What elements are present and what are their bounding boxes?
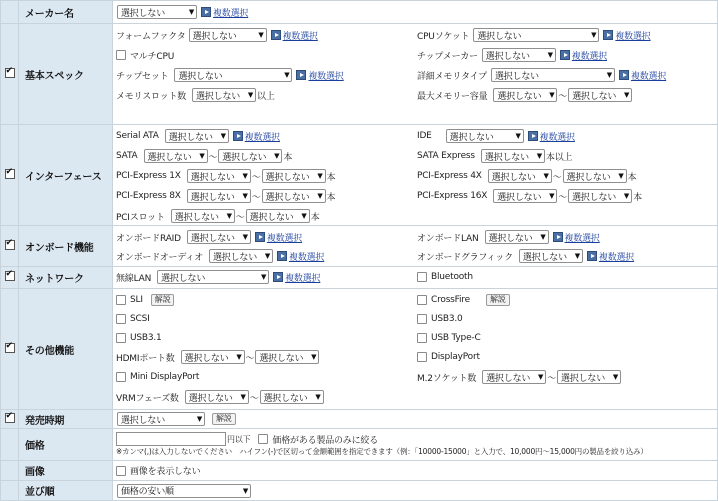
chevron-down-icon: ▼ bbox=[242, 486, 248, 495]
cpu-socket-multi-link[interactable]: 複数選択 bbox=[615, 31, 651, 42]
sli-label: SLI bbox=[130, 295, 143, 305]
release-group-checkbox[interactable] bbox=[5, 413, 15, 423]
sort-label: 並び順 bbox=[19, 481, 113, 501]
price-note: ※カンマ(,)は入力しないでください ハイフン(-)で区切って金額範囲を指定できます（例：「10000-15000」と入力で、10,000円〜15,000円の製品を絞り込み） bbox=[116, 447, 648, 456]
play-icon bbox=[255, 232, 265, 242]
chevron-down-icon: ▼ bbox=[188, 8, 194, 16]
ide-label: IDE bbox=[417, 131, 432, 141]
chevron-down-icon: ▼ bbox=[284, 71, 290, 79]
chevron-down-icon: ▼ bbox=[311, 353, 317, 361]
release-select[interactable]: 選択しない ▼ bbox=[117, 412, 205, 426]
mini-displayport-checkbox[interactable] bbox=[116, 372, 126, 382]
pcie-4x-max-select[interactable]: 選択しない ▼ bbox=[563, 169, 627, 183]
pcie-4x-label: PCI-Express 4X bbox=[417, 171, 482, 181]
vrm-phases-max-select[interactable]: 選択しない ▼ bbox=[260, 390, 324, 404]
raid-label: オンボードRAID bbox=[116, 233, 181, 244]
sata-express-suffix: 本以上 bbox=[545, 152, 573, 163]
image-label: 画像 bbox=[19, 461, 113, 481]
row-network-check-cell bbox=[1, 267, 19, 289]
row-price-check-cell bbox=[1, 429, 19, 461]
pcie-8x-label: PCI-Express 8X bbox=[116, 191, 181, 201]
play-icon bbox=[233, 131, 243, 141]
hide-images-label: 画像を表示しない bbox=[130, 467, 201, 477]
cpu-socket-select[interactable]: 選択しない ▼ bbox=[473, 28, 599, 42]
chip-maker-label: チップメーカー bbox=[417, 51, 478, 62]
play-icon bbox=[528, 131, 538, 141]
usb-type-c-label: USB Type-C bbox=[431, 333, 481, 343]
chevron-down-icon: ▼ bbox=[242, 172, 248, 180]
network-label: ネットワーク bbox=[19, 267, 113, 289]
chipset-label: チップセット bbox=[116, 71, 169, 82]
displayport-label: DisplayPort bbox=[431, 352, 480, 362]
cpu-socket-label: CPUソケット bbox=[417, 31, 470, 42]
pci-slot-unit: 本 bbox=[310, 212, 320, 223]
release-help-button[interactable]: 解説 bbox=[212, 413, 236, 425]
chevron-down-icon: ▼ bbox=[247, 91, 254, 99]
other-group-checkbox[interactable] bbox=[5, 343, 15, 353]
crossfire-help-button[interactable]: 解説 bbox=[486, 294, 510, 306]
chevron-down-icon: ▼ bbox=[236, 353, 242, 361]
m2-sockets-min-select[interactable]: 選択しない ▼ bbox=[482, 370, 546, 384]
chevron-down-icon: ▼ bbox=[301, 212, 307, 220]
tilde-text: 〜 bbox=[208, 152, 218, 163]
m2-sockets-max-select[interactable]: 選択しない ▼ bbox=[557, 370, 621, 384]
memory-slots-select[interactable]: 選択しない ▼ bbox=[192, 88, 256, 102]
form-factor-select[interactable]: 選択しない ▼ bbox=[189, 28, 267, 42]
chevron-down-icon: ▼ bbox=[591, 31, 597, 39]
row-maker bbox=[1, 1, 718, 24]
chevron-down-icon: ▼ bbox=[549, 192, 555, 200]
graphic-label: オンボードグラフィック bbox=[417, 252, 513, 263]
memory-type-multi-link[interactable]: 複数選択 bbox=[630, 71, 667, 82]
m2-sockets-label: M.2ソケット数 bbox=[417, 373, 477, 384]
play-icon bbox=[603, 30, 613, 40]
row-network bbox=[1, 267, 718, 289]
pcie-16x-max-select[interactable]: 選択しない ▼ bbox=[568, 189, 632, 203]
row-release-check-cell bbox=[1, 410, 19, 429]
pcie-1x-min-select[interactable]: 選択しない ▼ bbox=[187, 169, 251, 183]
basic-label: 基本スペック bbox=[19, 24, 113, 125]
usb30-label: USB3.0 bbox=[431, 314, 463, 324]
tilde-text: 〜 bbox=[251, 192, 261, 203]
row-other bbox=[1, 289, 718, 410]
chevron-down-icon: ▼ bbox=[547, 51, 553, 59]
release-label: 発売時期 bbox=[19, 410, 113, 429]
maker-select[interactable]: 選択しない ▼ bbox=[117, 5, 197, 19]
row-other-check-cell bbox=[1, 289, 19, 410]
pcie-16x-unit: 本 bbox=[633, 192, 642, 203]
release-value-cell bbox=[113, 410, 718, 429]
chevron-down-icon: ▼ bbox=[543, 172, 549, 180]
form-factor-multi-link[interactable]: 複数選択 bbox=[282, 31, 318, 42]
row-onboard bbox=[1, 226, 718, 267]
chevron-down-icon: ▼ bbox=[606, 71, 612, 79]
tilde-text: 〜 bbox=[558, 192, 568, 203]
crossfire-label: CrossFire bbox=[431, 295, 470, 305]
onboard-group-checkbox[interactable] bbox=[5, 240, 15, 250]
chevron-down-icon: ▼ bbox=[540, 233, 546, 241]
scsi-label: SCSI bbox=[130, 314, 150, 324]
tilde-text: 〜 bbox=[251, 172, 261, 183]
row-image-check-cell bbox=[1, 461, 19, 481]
row-basic bbox=[1, 24, 718, 125]
tilde-text: 〜 bbox=[558, 91, 568, 102]
play-icon bbox=[277, 251, 287, 261]
chevron-down-icon: ▼ bbox=[226, 212, 232, 220]
basic-group-checkbox[interactable] bbox=[5, 68, 15, 78]
interface-group-checkbox[interactable] bbox=[5, 169, 15, 179]
serial-ata-select[interactable]: 選択しない ▼ bbox=[165, 129, 229, 143]
row-onboard-check-cell bbox=[1, 226, 19, 267]
vrm-phases-label: VRMフェーズ数 bbox=[116, 393, 179, 404]
other-value-cell bbox=[113, 289, 718, 410]
max-memory-min-select[interactable]: 選択しない ▼ bbox=[493, 88, 557, 102]
chevron-down-icon: ▼ bbox=[515, 132, 521, 140]
play-icon bbox=[201, 7, 211, 17]
vrm-phases-min-select[interactable]: 選択しない ▼ bbox=[185, 390, 249, 404]
play-icon bbox=[619, 70, 629, 80]
graphic-multi-link[interactable]: 複数選択 bbox=[598, 252, 635, 263]
pcie-4x-unit: 本 bbox=[627, 172, 637, 183]
tilde-text: 〜 bbox=[552, 172, 562, 183]
chevron-down-icon: ▼ bbox=[264, 252, 271, 260]
memory-type-select[interactable]: 選択しない ▼ bbox=[491, 68, 615, 82]
ide-select[interactable]: 選択しない ▼ bbox=[446, 129, 524, 143]
tilde-text: 〜 bbox=[249, 393, 259, 404]
audio-multi-link[interactable]: 複数選択 bbox=[289, 252, 325, 263]
wireless-lan-label: 無線LAN bbox=[116, 273, 152, 284]
interface-value-cell bbox=[113, 125, 718, 226]
hdmi-ports-label: HDMIポート数 bbox=[116, 353, 175, 364]
multi-cpu-checkbox[interactable] bbox=[116, 50, 126, 60]
chip-maker-select[interactable]: 選択しない ▼ bbox=[482, 48, 556, 62]
raid-select[interactable]: 選択しない ▼ bbox=[187, 230, 251, 244]
crossfire-checkbox[interactable] bbox=[417, 295, 427, 305]
row-sort-check-cell bbox=[1, 481, 19, 501]
usb31-checkbox[interactable] bbox=[116, 333, 126, 343]
chevron-down-icon: ▼ bbox=[536, 152, 542, 160]
maker-multi-link[interactable]: 複数選択 bbox=[213, 8, 249, 19]
chevron-down-icon: ▼ bbox=[274, 152, 280, 160]
audio-label: オンボードオーディオ bbox=[116, 252, 204, 263]
pcie-16x-min-select[interactable]: 選択しない ▼ bbox=[493, 189, 557, 203]
wireless-lan-select[interactable]: 選択しない ▼ bbox=[157, 270, 269, 284]
row-sort bbox=[1, 481, 718, 501]
other-label: その他機能 bbox=[19, 289, 113, 410]
chevron-down-icon: ▼ bbox=[199, 152, 205, 160]
hdmi-ports-min-select[interactable]: 選択しない ▼ bbox=[181, 350, 245, 364]
row-basic-check-cell bbox=[1, 24, 19, 125]
price-unit: 円以下 bbox=[227, 434, 251, 444]
chevron-down-icon: ▼ bbox=[538, 373, 544, 381]
sata-express-label: SATA Express bbox=[417, 151, 475, 161]
price-only-label: 価格がある製品のみに絞る bbox=[272, 435, 379, 446]
tilde-text: 〜 bbox=[245, 353, 255, 364]
max-memory-max-select[interactable]: 選択しない ▼ bbox=[568, 88, 632, 102]
sata-max-select[interactable]: 選択しない ▼ bbox=[218, 149, 282, 163]
usb-type-c-checkbox[interactable] bbox=[417, 333, 427, 343]
scsi-checkbox[interactable] bbox=[116, 314, 126, 324]
sort-value-cell bbox=[113, 481, 718, 501]
maker-label: メーカー名 bbox=[19, 1, 113, 24]
memory-type-label: 詳細メモリタイプ bbox=[417, 71, 487, 82]
multi-cpu-label: マルチCPU bbox=[130, 51, 175, 62]
chevron-down-icon: ▼ bbox=[258, 31, 264, 39]
network-group-checkbox[interactable] bbox=[5, 271, 15, 281]
chevron-down-icon: ▼ bbox=[260, 273, 267, 281]
pcie-16x-label: PCI-Express 16X bbox=[417, 191, 488, 201]
lan-select[interactable]: 選択しない ▼ bbox=[485, 230, 549, 244]
form-factor-label: フォームファクタ bbox=[116, 31, 186, 42]
max-memory-label: 最大メモリー容量 bbox=[417, 91, 488, 102]
maker-value-cell bbox=[113, 1, 718, 24]
pci-slot-label: PCIスロット bbox=[116, 212, 165, 223]
displayport-checkbox[interactable] bbox=[417, 352, 427, 362]
pcie-1x-unit: 本 bbox=[326, 172, 336, 183]
price-label: 価格 bbox=[19, 429, 113, 461]
chevron-down-icon: ▼ bbox=[317, 172, 323, 180]
chipset-select[interactable]: 選択しない ▼ bbox=[174, 68, 292, 82]
play-icon bbox=[560, 50, 570, 60]
hdmi-ports-max-select[interactable]: 選択しない ▼ bbox=[255, 350, 319, 364]
sort-select[interactable]: 価格の安い順 ▼ bbox=[117, 484, 251, 498]
lan-multi-link[interactable]: 複数選択 bbox=[564, 233, 600, 244]
play-icon bbox=[273, 272, 283, 282]
lan-label: オンボードLAN bbox=[417, 233, 479, 244]
sata-express-select[interactable]: 選択しない ▼ bbox=[481, 149, 545, 163]
usb30-checkbox[interactable] bbox=[417, 314, 427, 324]
chevron-down-icon: ▼ bbox=[549, 91, 555, 99]
row-price bbox=[1, 429, 718, 461]
pcie-8x-unit: 本 bbox=[326, 192, 336, 203]
mini-displayport-label: Mini DisplayPort bbox=[130, 372, 200, 382]
sata-label: SATA bbox=[116, 151, 138, 161]
chevron-down-icon: ▼ bbox=[242, 233, 248, 241]
sli-help-button[interactable]: 解説 bbox=[151, 294, 175, 306]
chevron-down-icon: ▼ bbox=[624, 91, 630, 99]
chevron-down-icon: ▼ bbox=[317, 192, 323, 200]
pcie-1x-max-select[interactable]: 選択しない ▼ bbox=[262, 169, 326, 183]
row-maker-check-cell bbox=[1, 1, 19, 24]
pci-slot-max-select[interactable]: 選択しない ▼ bbox=[246, 209, 310, 223]
bluetooth-label: Bluetooth bbox=[431, 272, 473, 282]
row-interface-check-cell bbox=[1, 125, 19, 226]
pcie-8x-max-select[interactable]: 選択しない ▼ bbox=[262, 189, 326, 203]
memory-slots-suffix: 以上 bbox=[257, 91, 275, 102]
audio-select[interactable]: 選択しない ▼ bbox=[209, 249, 273, 263]
chip-maker-multi-link[interactable]: 複数選択 bbox=[571, 51, 607, 62]
tilde-text: 〜 bbox=[235, 212, 245, 223]
serial-ata-multi-link[interactable]: 複数選択 bbox=[244, 132, 280, 143]
row-release bbox=[1, 410, 718, 429]
bluetooth-checkbox[interactable] bbox=[417, 272, 427, 282]
serial-ata-label: Serial ATA bbox=[116, 131, 159, 141]
basic-value-cell bbox=[113, 24, 718, 125]
sata-suffix: 本 bbox=[283, 152, 293, 163]
onboard-value-cell bbox=[113, 226, 718, 267]
pcie-8x-min-select[interactable]: 選択しない ▼ bbox=[187, 189, 251, 203]
chevron-down-icon: ▼ bbox=[242, 192, 248, 200]
chevron-down-icon: ▼ bbox=[240, 393, 246, 401]
chevron-down-icon: ▼ bbox=[623, 192, 630, 200]
onboard-label: オンボード機能 bbox=[19, 226, 113, 267]
price-only-checkbox[interactable] bbox=[258, 434, 268, 444]
tilde-text: 〜 bbox=[547, 373, 557, 384]
play-icon bbox=[296, 70, 306, 80]
chevron-down-icon: ▼ bbox=[315, 393, 321, 401]
network-value-cell bbox=[113, 267, 718, 289]
chevron-down-icon: ▼ bbox=[618, 172, 624, 180]
row-image bbox=[1, 461, 718, 481]
hide-images-checkbox[interactable] bbox=[116, 466, 126, 476]
pci-slot-min-select[interactable]: 選択しない ▼ bbox=[171, 209, 235, 223]
row-interface bbox=[1, 125, 718, 226]
play-icon bbox=[553, 232, 563, 242]
memory-slots-label: メモリスロット数 bbox=[116, 91, 187, 102]
usb31-label: USB3.1 bbox=[130, 333, 162, 343]
pcie-4x-min-select[interactable]: 選択しない ▼ bbox=[488, 169, 552, 183]
raid-multi-link[interactable]: 複数選択 bbox=[266, 233, 303, 244]
interface-label: インターフェース bbox=[19, 125, 113, 226]
chevron-down-icon: ▼ bbox=[220, 132, 226, 140]
chevron-down-icon: ▼ bbox=[574, 252, 580, 260]
sata-min-select[interactable]: 選択しない ▼ bbox=[144, 149, 208, 163]
price-max-input[interactable] bbox=[116, 432, 226, 446]
sli-checkbox[interactable] bbox=[116, 295, 126, 305]
price-value-cell bbox=[113, 429, 718, 461]
pcie-1x-label: PCI-Express 1X bbox=[116, 171, 181, 181]
chipset-multi-link[interactable]: 複数選択 bbox=[308, 71, 344, 82]
play-icon bbox=[587, 251, 597, 261]
play-icon bbox=[271, 30, 281, 40]
chevron-down-icon: ▼ bbox=[196, 415, 202, 423]
chevron-down-icon: ▼ bbox=[612, 373, 619, 381]
image-value-cell bbox=[113, 461, 718, 481]
wireless-lan-multi-link[interactable]: 複数選択 bbox=[285, 273, 321, 284]
ide-multi-link[interactable]: 複数選択 bbox=[539, 132, 575, 143]
graphic-select[interactable]: 選択しない ▼ bbox=[519, 249, 583, 263]
